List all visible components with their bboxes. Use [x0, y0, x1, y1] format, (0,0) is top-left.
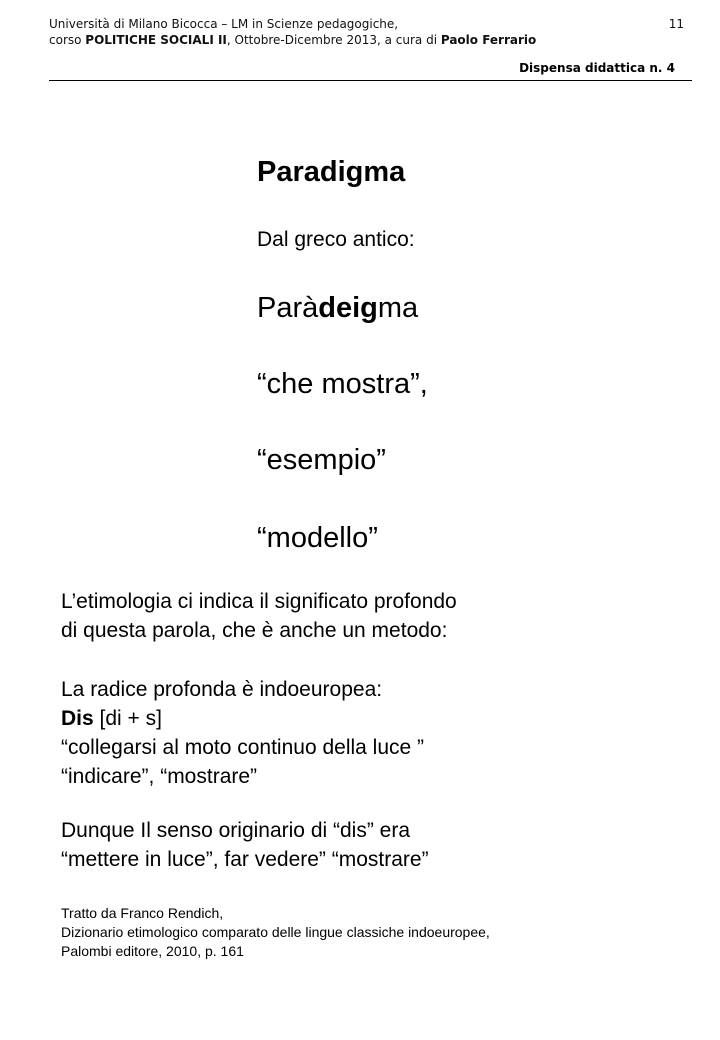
- header-course-line: [49, 32, 684, 48]
- page-header: [49, 16, 684, 48]
- meaning-3: “modello”: [257, 522, 378, 554]
- header-university: Università di Milano Bicocca – LM in Scienze pedagogiche,: [49, 17, 399, 31]
- paragraph-root: [61, 675, 424, 791]
- reference-line: Dizionario etimologico comparato delle lingue classiche indoeuropee,: [61, 924, 490, 940]
- paragraph-line: di questa parola, che è anche un metodo:: [61, 619, 448, 642]
- root-line: [61, 704, 424, 733]
- greek-word-pre: Parà: [257, 292, 319, 324]
- root-detail: [di + s]: [93, 707, 162, 730]
- header-author: Paolo Ferrario: [440, 33, 537, 47]
- header-course-middle: , Ottobre-Dicembre 2013, a cura di: [226, 33, 441, 47]
- header-course-prefix: corso: [49, 33, 86, 47]
- paragraph-line: “mettere in luce”, far vedere” “mostrare”: [61, 848, 429, 871]
- greek-word-bold: deig: [318, 292, 378, 324]
- root-word: Dis: [61, 707, 94, 730]
- meaning-1: “che mostra”,: [257, 368, 428, 400]
- meaning-2: “esempio”: [257, 444, 386, 476]
- page-number: 11: [668, 17, 684, 31]
- paragraph-line: La radice profonda è indoeuropea:: [61, 678, 383, 701]
- paragraph-etymology: [61, 587, 457, 645]
- reference: [61, 904, 490, 961]
- dispensa-label: Dispensa didattica n. 4: [519, 61, 675, 75]
- header-rule: [49, 80, 692, 81]
- greek-word: [257, 292, 418, 325]
- paragraph-line: L’etimologia ci indica il significato profondo: [61, 590, 457, 613]
- paragraph-line: Dunque Il senso originario di “dis” era: [61, 819, 411, 842]
- paragraph-line: “collegarsi al moto continuo della luce ”: [61, 736, 425, 759]
- paragraph-conclusion: [61, 816, 429, 874]
- page-title: Paradigma: [257, 156, 406, 188]
- greek-word-post: ma: [377, 292, 419, 324]
- origin-label: Dal greco antico:: [257, 228, 415, 251]
- reference-line: Palombi editore, 2010, p. 161: [61, 943, 244, 959]
- header-course-name: POLITICHE SOCIALI II: [85, 33, 227, 47]
- paragraph-line: “indicare”, “mostrare”: [61, 765, 258, 788]
- reference-line: Tratto da Franco Rendich,: [61, 905, 224, 921]
